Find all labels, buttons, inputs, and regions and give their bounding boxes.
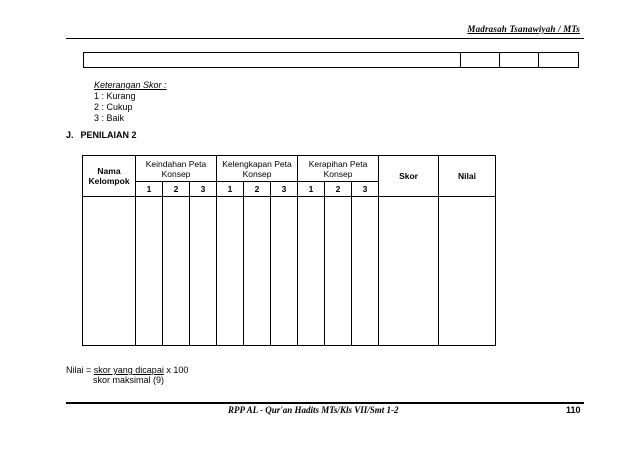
subheader-score: 3 (190, 182, 217, 197)
subheader-score: 3 (352, 182, 379, 197)
previous-table-row (83, 52, 579, 68)
formula-denominator: skor maksimal (9) (93, 375, 165, 385)
subheader-score: 3 (271, 182, 298, 197)
score-formula (66, 365, 188, 385)
legend-item: 1 : Kurang (94, 91, 136, 101)
header-rule (66, 38, 584, 39)
legend-item: 3 : Baik (94, 113, 125, 123)
table-row (83, 197, 496, 346)
legend-item: 2 : Cukup (94, 102, 133, 112)
formula-prefix: Nilai = (66, 365, 92, 375)
header-nama-kelompok: Nama Kelompok (83, 156, 136, 197)
formula-numerator: skor yang dicapai (93, 365, 164, 375)
formula-multiplier: x 100 (166, 365, 189, 375)
score-legend (94, 80, 167, 124)
subheader-score: 1 (136, 182, 163, 197)
subheader-score: 2 (325, 182, 352, 197)
assessment-table (82, 155, 496, 346)
page-number: 110 (566, 405, 581, 415)
subheader-score: 1 (217, 182, 244, 197)
header-kelengkapan: Kelengkapan Peta Konsep (217, 156, 298, 182)
section-number: J. (66, 130, 74, 140)
header-nilai: Nilai (439, 156, 496, 197)
subheader-score: 1 (298, 182, 325, 197)
footer-rule (66, 402, 584, 404)
header-skor: Skor (379, 156, 439, 197)
section-title: PENILAIAN 2 (80, 130, 137, 140)
subheader-score: 2 (244, 182, 271, 197)
header-keindahan: Keindahan Peta Konsep (136, 156, 217, 182)
legend-title: Keterangan Skor : (94, 80, 167, 90)
footer-title: RPP AL - Qur'an Hadits MTs/Kls VII/Smt 1-2 (228, 405, 399, 415)
header-title: Madrasah Tsanawiyah / MTs (467, 24, 580, 34)
header-kerapihan: Kerapihan Peta Konsep (298, 156, 379, 182)
subheader-score: 2 (163, 182, 190, 197)
section-heading (66, 130, 137, 140)
